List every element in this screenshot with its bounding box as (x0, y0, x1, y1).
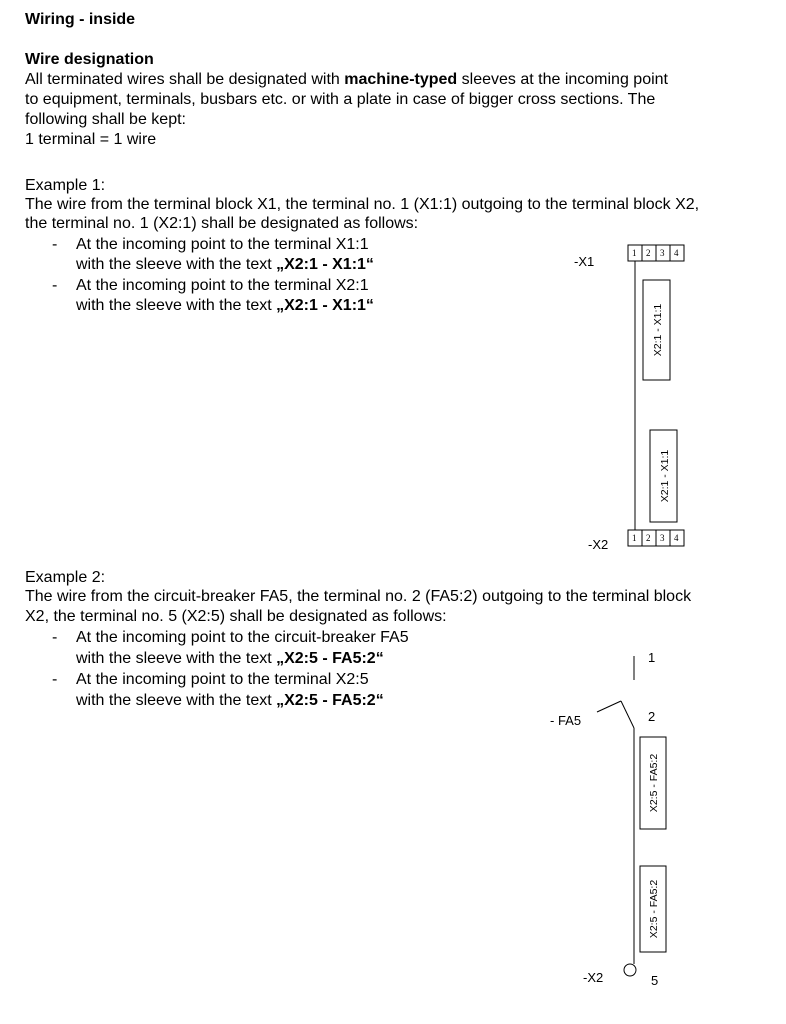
intro-line-1: All terminated wires shall be designated with machine-typed sleeves at the incoming point (25, 71, 668, 88)
terminal-block-x1 (628, 245, 684, 261)
x2-terminal-4: 4 (674, 533, 679, 543)
example1-bullet-1-line-2: with the sleeve with the text „X2:1 - X1:1“ (76, 256, 374, 273)
diagram2-pin-5-label: 5 (651, 973, 659, 988)
example1-bullet-2-line-1: At the incoming point to the terminal X2:1 (76, 277, 369, 294)
example2-bullet-1-dash: - (52, 629, 58, 646)
breaker-pointer (597, 701, 621, 712)
page-heading: Wiring - inside (25, 11, 136, 28)
x1-terminal-2: 2 (646, 248, 651, 258)
diagram2-pin-1-label: 1 (648, 650, 656, 665)
example2-bullet-2-line-2: with the sleeve with the text „X2:5 - FA5:2“ (76, 692, 384, 709)
terminal-x2-5-circle (624, 964, 636, 976)
intro-line-3: following shall be kept: (25, 111, 186, 128)
example1-bullet-1-dash: - (52, 236, 58, 253)
example2-line-1: The wire from the circuit-breaker FA5, the terminal no. 2 (FA5:2) outgoing to the terminal block (25, 588, 692, 605)
example2-line-2: X2, the terminal no. 5 (X2:5) shall be designated as follows: (25, 608, 447, 625)
diagram2-fa5-label: - FA5 (550, 713, 582, 728)
intro-line-2: to equipment, terminals, busbars etc. or with a plate in case of bigger cross sections. The (25, 91, 656, 108)
example1-title: Example 1: (25, 177, 106, 194)
diagram2 (597, 656, 666, 976)
diagram1-x2-label: -X2 (588, 537, 609, 552)
diagram1-x1-label: -X1 (574, 254, 595, 269)
x2-terminal-1: 1 (632, 533, 637, 543)
diagram1-sleeve-1-text: X2:1 - X1:1 (652, 303, 664, 357)
x1-terminal-4: 4 (674, 248, 679, 258)
diagram1 (628, 245, 684, 546)
example2-title: Example 2: (25, 569, 106, 586)
example1-bullet-2-line-2: with the sleeve with the text „X2:1 - X1:1“ (76, 297, 374, 314)
example2-bullet-2-line-1: At the incoming point to the terminal X2:5 (76, 671, 369, 688)
example2-bullet-1-line-1: At the incoming point to the circuit-breaker FA5 (76, 629, 409, 646)
diagram2-x2-label: -X2 (583, 970, 604, 985)
example1-bullet-2-dash: - (52, 277, 58, 294)
example1-bullet-1-line-1: At the incoming point to the terminal X1:1 (76, 236, 369, 253)
diagram2-pin-2-label: 2 (648, 709, 656, 724)
diagram2-sleeve-1-text: X2:5 - FA5:2 (648, 753, 660, 813)
section-heading: Wire designation (25, 51, 154, 68)
example2-bullet-2-dash: - (52, 671, 58, 688)
breaker-blade (621, 701, 634, 728)
example1-line-2: the terminal no. 1 (X2:1) shall be designated as follows: (25, 215, 419, 232)
x2-terminal-2: 2 (646, 533, 651, 543)
x2-terminal-3: 3 (660, 533, 665, 543)
diagram2-sleeve-2-text: X2:5 - FA5:2 (648, 879, 660, 939)
diagram1-sleeve-2-text: X2:1 - X1:1 (659, 449, 671, 503)
x1-terminal-1: 1 (632, 248, 637, 258)
example2-bullet-1-line-2: with the sleeve with the text „X2:5 - FA5:2“ (76, 650, 384, 667)
terminal-block-x2 (628, 530, 684, 546)
x1-terminal-3: 3 (660, 248, 665, 258)
example1-line-1: The wire from the terminal block X1, the terminal no. 1 (X1:1) outgoing to the terminal block X2, (25, 196, 700, 213)
intro-line-4: 1 terminal = 1 wire (25, 131, 157, 148)
